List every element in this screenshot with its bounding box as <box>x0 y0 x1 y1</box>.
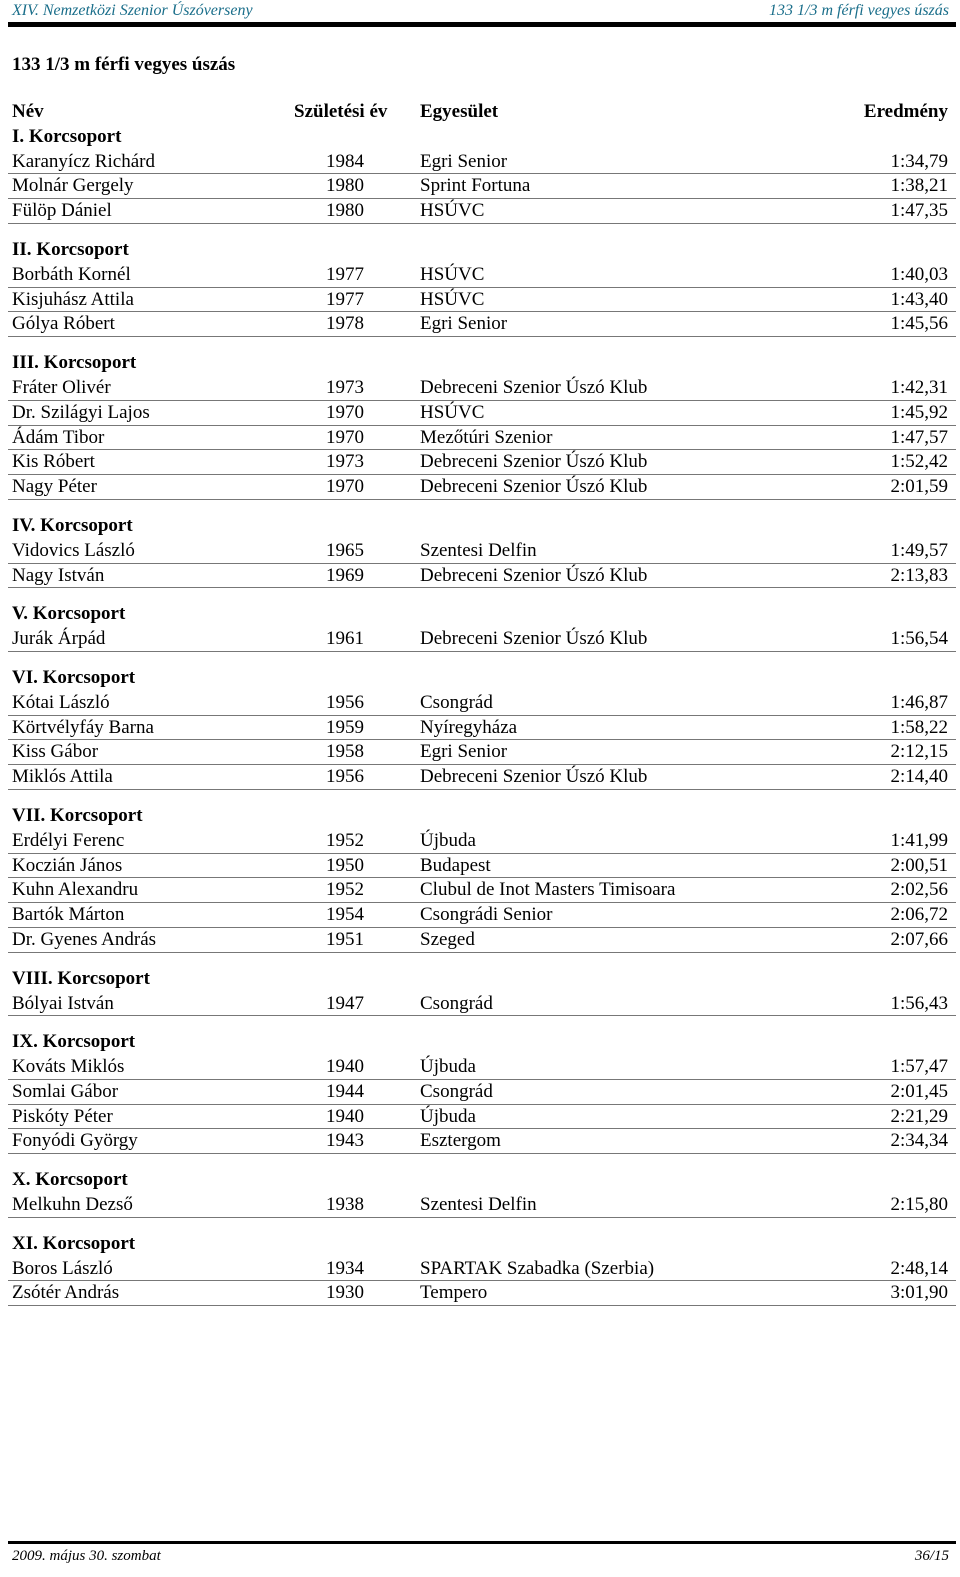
column-header-club: Egyesület <box>420 101 499 122</box>
table-row <box>8 1105 956 1130</box>
club-name: HSÚVC <box>420 288 485 310</box>
birth-year: 1956 <box>326 691 364 713</box>
group-heading <box>8 125 956 150</box>
header-event-name: XIV. Nemzetközi Szenior Úszóverseny <box>12 2 253 19</box>
result-time: 1:41,99 <box>890 829 948 851</box>
swimmer-name: Kováts Miklós <box>12 1056 125 1078</box>
swimmer-name: Kótai László <box>12 691 110 713</box>
birth-year: 1984 <box>326 150 364 172</box>
result-time: 1:46,87 <box>890 691 948 713</box>
table-row <box>8 765 956 790</box>
group-heading <box>8 1030 956 1055</box>
group-spacer <box>8 1218 956 1232</box>
table-row <box>8 928 956 953</box>
birth-year: 1977 <box>326 288 364 310</box>
table-row <box>8 992 956 1017</box>
table-row <box>8 426 956 451</box>
club-name: Budapest <box>420 854 491 876</box>
group-heading <box>8 967 956 992</box>
table-row <box>8 1055 956 1080</box>
group-label: X. Korcsoport <box>12 1169 128 1191</box>
table-row <box>8 878 956 903</box>
swimmer-name: Boros László <box>12 1257 113 1279</box>
group-spacer <box>8 1154 956 1168</box>
group-heading <box>8 666 956 691</box>
swimmer-name: Miklós Attila <box>12 766 113 788</box>
table-row <box>8 854 956 879</box>
birth-year: 1940 <box>326 1105 364 1127</box>
swimmer-name: Bólyai István <box>12 992 114 1014</box>
result-time: 2:02,56 <box>890 879 948 901</box>
club-name: Csongrád <box>420 1080 493 1102</box>
result-time: 1:58,22 <box>890 716 948 738</box>
club-name: Csongrád <box>420 992 493 1014</box>
club-name: Szentesi Delfin <box>420 539 537 561</box>
age-groups <box>8 125 956 1306</box>
table-row <box>8 312 956 337</box>
table-row <box>8 627 956 652</box>
swimmer-name: Zsótér András <box>12 1282 120 1304</box>
birth-year: 1961 <box>326 628 364 650</box>
group-label: V. Korcsoport <box>12 603 126 625</box>
group-spacer <box>8 652 956 666</box>
club-name: Debreceni Szenior Úszó Klub <box>420 376 648 398</box>
group-heading <box>8 238 956 263</box>
birth-year: 1970 <box>326 426 364 448</box>
birth-year: 1956 <box>326 766 364 788</box>
swimmer-name: Dr. Gyenes András <box>12 928 157 950</box>
result-time: 1:56,43 <box>890 992 948 1014</box>
swimmer-name: Bartók Márton <box>12 904 125 926</box>
group-label: II. Korcsoport <box>12 238 129 260</box>
group-label: IX. Korcsoport <box>12 1031 136 1053</box>
swimmer-name: Kisjuhász Attila <box>12 288 134 310</box>
birth-year: 1951 <box>326 928 364 950</box>
swimmer-name: Fráter Olivér <box>12 376 111 398</box>
result-time: 1:57,47 <box>890 1056 948 1078</box>
group-label: III. Korcsoport <box>12 352 137 374</box>
column-header-result: Eredmény <box>863 101 948 122</box>
swimmer-name: Vidovics László <box>12 539 135 561</box>
swimmer-name: Piskóty Péter <box>12 1105 113 1127</box>
result-time: 2:21,29 <box>890 1105 948 1127</box>
result-time: 1:43,40 <box>890 288 948 310</box>
swimmer-name: Jurák Árpád <box>12 628 106 650</box>
club-name: Újbuda <box>420 829 476 851</box>
table-row <box>8 539 956 564</box>
result-time: 2:14,40 <box>890 766 948 788</box>
group-heading <box>8 514 956 539</box>
club-name: SPARTAK Szabadka (Szerbia) <box>420 1257 655 1279</box>
birth-year: 1952 <box>326 829 364 851</box>
swimmer-name: Kiss Gábor <box>12 741 99 763</box>
birth-year: 1950 <box>326 854 364 876</box>
group-label: VI. Korcsoport <box>12 666 136 688</box>
table-row <box>8 1281 956 1306</box>
birth-year: 1938 <box>326 1194 364 1216</box>
club-name: Sprint Fortuna <box>420 175 531 197</box>
result-time: 1:49,57 <box>890 539 948 561</box>
table-row <box>8 564 956 589</box>
result-time: 2:13,83 <box>890 564 948 586</box>
swimmer-name: Fonyódi György <box>12 1130 138 1152</box>
table-row <box>8 401 956 426</box>
club-name: Nyíregyháza <box>420 716 518 738</box>
table-row <box>8 1257 956 1282</box>
club-name: Csongrádi Senior <box>420 904 553 926</box>
birth-year: 1958 <box>326 741 364 763</box>
group-spacer <box>8 337 956 351</box>
club-name: Debreceni Szenior Úszó Klub <box>420 476 648 498</box>
birth-year: 1943 <box>326 1130 364 1152</box>
club-name: Szentesi Delfin <box>420 1194 537 1216</box>
column-header-year: Születési év <box>294 101 388 122</box>
table-row <box>8 740 956 765</box>
result-time: 1:45,92 <box>890 401 948 423</box>
group-spacer <box>8 224 956 238</box>
table-row <box>8 288 956 313</box>
result-time: 1:40,03 <box>890 263 948 285</box>
birth-year: 1970 <box>326 401 364 423</box>
club-name: Egri Senior <box>420 150 508 172</box>
table-row <box>8 450 956 475</box>
result-time: 3:01,90 <box>890 1282 948 1304</box>
group-spacer <box>8 790 956 804</box>
result-time: 1:45,56 <box>890 313 948 335</box>
club-name: Clubul de Inot Masters Timisoara <box>420 879 676 901</box>
swimmer-name: Melkuhn Dezső <box>12 1194 133 1216</box>
table-row <box>8 1129 956 1154</box>
table-row <box>8 903 956 928</box>
birth-year: 1940 <box>326 1056 364 1078</box>
table-row <box>8 716 956 741</box>
swimmer-name: Karanyícz Richárd <box>12 150 155 172</box>
result-time: 2:07,66 <box>890 928 948 950</box>
result-time: 2:15,80 <box>890 1194 948 1216</box>
birth-year: 1980 <box>326 200 364 222</box>
result-time: 2:00,51 <box>890 854 948 876</box>
table-row <box>8 829 956 854</box>
group-label: I. Korcsoport <box>12 125 122 147</box>
table-row <box>8 691 956 716</box>
birth-year: 1947 <box>326 992 364 1014</box>
result-time: 2:12,15 <box>890 741 948 763</box>
footer-rule <box>8 1541 956 1544</box>
swimmer-name: Kuhn Alexandru <box>12 879 139 901</box>
result-time: 2:06,72 <box>890 904 948 926</box>
club-name: Debreceni Szenior Úszó Klub <box>420 564 648 586</box>
club-name: Szeged <box>420 928 475 950</box>
group-label: VIII. Korcsoport <box>12 967 150 989</box>
result-time: 1:42,31 <box>890 376 948 398</box>
group-heading <box>8 1232 956 1257</box>
result-time: 1:38,21 <box>890 175 948 197</box>
club-name: Csongrád <box>420 691 493 713</box>
swimmer-name: Nagy István <box>12 564 105 586</box>
table-row <box>8 475 956 500</box>
result-time: 2:34,34 <box>890 1130 948 1152</box>
footer-page-number: 36/15 <box>914 1548 949 1564</box>
group-spacer <box>8 953 956 967</box>
footer-date: 2009. május 30. szombat <box>12 1548 161 1564</box>
table-row <box>8 1080 956 1105</box>
club-name: Újbuda <box>420 1056 476 1078</box>
swimmer-name: Koczián János <box>12 854 123 876</box>
birth-year: 1970 <box>326 476 364 498</box>
result-time: 2:01,59 <box>890 476 948 498</box>
table-row <box>8 263 956 288</box>
group-heading <box>8 602 956 627</box>
group-spacer <box>8 1016 956 1030</box>
club-name: Mezőtúri Szenior <box>420 426 553 448</box>
swimmer-name: Molnár Gergely <box>12 175 134 197</box>
birth-year: 1930 <box>326 1282 364 1304</box>
birth-year: 1977 <box>326 263 364 285</box>
results-table <box>8 100 956 1306</box>
club-name: Debreceni Szenior Úszó Klub <box>420 628 648 650</box>
birth-year: 1959 <box>326 716 364 738</box>
result-time: 2:48,14 <box>890 1257 948 1279</box>
header-event-title: 133 1/3 m férfi vegyes úszás <box>769 2 949 19</box>
swimmer-name: Dr. Szilágyi Lajos <box>12 401 150 423</box>
swimmer-name: Ádám Tibor <box>12 426 105 448</box>
birth-year: 1969 <box>326 564 364 586</box>
birth-year: 1954 <box>326 904 364 926</box>
birth-year: 1973 <box>326 376 364 398</box>
group-label: IV. Korcsoport <box>12 514 133 536</box>
birth-year: 1952 <box>326 879 364 901</box>
swimmer-name: Nagy Péter <box>12 476 97 498</box>
club-name: HSÚVC <box>420 401 485 423</box>
club-name: Újbuda <box>420 1105 476 1127</box>
birth-year: 1944 <box>326 1080 364 1102</box>
header-rule <box>8 22 956 27</box>
result-time: 2:01,45 <box>890 1080 948 1102</box>
club-name: Tempero <box>420 1282 488 1304</box>
result-time: 1:34,79 <box>890 150 948 172</box>
group-label: VII. Korcsoport <box>12 804 143 826</box>
club-name: Debreceni Szenior Úszó Klub <box>420 451 648 473</box>
group-spacer <box>8 588 956 602</box>
birth-year: 1965 <box>326 539 364 561</box>
birth-year: 1978 <box>326 313 364 335</box>
club-name: Egri Senior <box>420 313 508 335</box>
column-header-name: Név <box>12 101 44 122</box>
club-name: Debreceni Szenior Úszó Klub <box>420 766 648 788</box>
result-time: 1:47,35 <box>890 200 948 222</box>
result-time: 1:56,54 <box>890 628 948 650</box>
swimmer-name: Somlai Gábor <box>12 1080 119 1102</box>
birth-year: 1934 <box>326 1257 364 1279</box>
table-row <box>8 376 956 401</box>
column-header-row <box>8 100 956 125</box>
swimmer-name: Fülöp Dániel <box>12 200 112 222</box>
group-heading <box>8 1168 956 1193</box>
swimmer-name: Borbáth Kornél <box>12 263 131 285</box>
club-name: HSÚVC <box>420 263 485 285</box>
swimmer-name: Kis Róbert <box>12 451 95 473</box>
group-heading <box>8 804 956 829</box>
result-time: 1:52,42 <box>890 451 948 473</box>
club-name: HSÚVC <box>420 200 485 222</box>
birth-year: 1980 <box>326 175 364 197</box>
club-name: Esztergom <box>420 1130 501 1152</box>
swimmer-name: Erdélyi Ferenc <box>12 829 125 851</box>
table-row <box>8 150 956 175</box>
swimmer-name: Gólya Róbert <box>12 313 115 335</box>
page-title: 133 1/3 m férfi vegyes úszás <box>12 54 236 75</box>
club-name: Egri Senior <box>420 741 508 763</box>
swimmer-name: Körtvélyfáy Barna <box>12 716 154 738</box>
group-heading <box>8 351 956 376</box>
table-row <box>8 1193 956 1218</box>
group-label: XI. Korcsoport <box>12 1232 136 1254</box>
birth-year: 1973 <box>326 451 364 473</box>
table-row <box>8 199 956 224</box>
result-time: 1:47,57 <box>890 426 948 448</box>
table-row <box>8 174 956 199</box>
group-spacer <box>8 500 956 514</box>
